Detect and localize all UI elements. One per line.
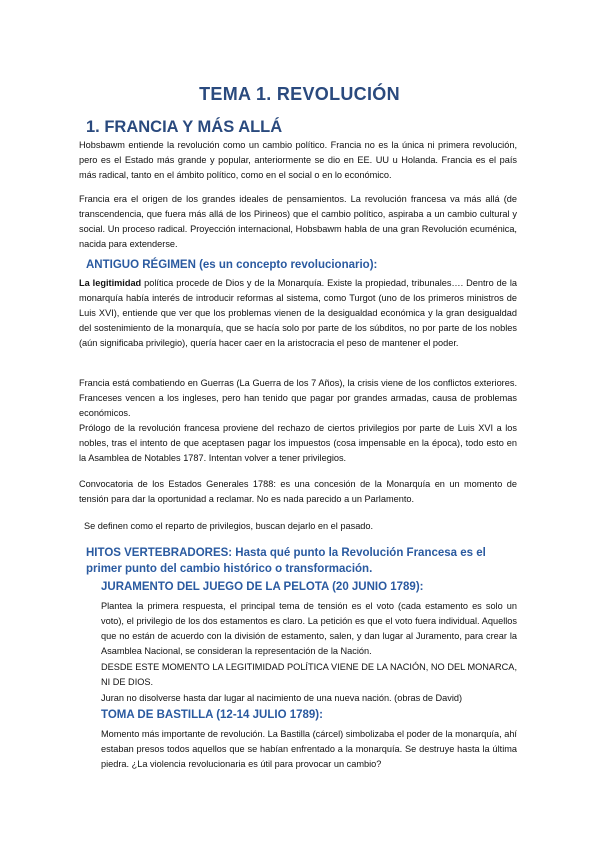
document-title: TEMA 1. REVOLUCIÓN — [199, 84, 400, 104]
heading-juramento: JURAMENTO DEL JUEGO DE LA PELOTA (20 JUNIO 1789): — [101, 581, 424, 593]
paragraph-prologo: Prólogo de la revolución francesa proviene del rechazo de ciertos privilegios por parte de Luis XVI a los nobles, tras el intento de que aceptasen pagar los impuestos (cosa impensable en la época), todo esto en la Asamblea de Notables 1787. Intentan volver a tener privilegios. — [79, 423, 517, 463]
paragraph-juramento: Plantea la primera respuesta, el principal tema de tensión es el voto (cada estamento es solo un voto), el privilegio de los dos estamentos es claro. La petición es que el voto fuera individual. Aquellos que no están de acuerdo con la división de estamento, salen, y dan lugar al Juramento, para crear la Asamblea Nacional, se consideran la representación de la Nación. — [101, 601, 517, 656]
bold-legitimidad: La legitimidad — [79, 278, 142, 288]
paragraph-guerras: Francia está combatiendo en Guerras (La Guerra de los 7 Años), la crisis viene de los conflictos exteriores. Franceses vencen a los ingleses, pero han tenido que pagar por grandes armadas, causa de problemas económicos. — [79, 378, 517, 418]
paragraph-francia-ideales: Francia era el origen de los grandes ideales de pensamientos. La revolución francesa va más allá (de transcendencia, que fuera más allá de los Pirineos) que el cambio político, aspiraba a un cambio cultural y social. Un proceso radical. Proyección internacional, Hobsbawm habla de una gran Revolución ecuménica, nacida para extenderse. — [79, 194, 517, 249]
legitimidad-text: política procede de Dios y de la Monarquía. Existe la propiedad, tribunales…. Dentro de la monarquía había interés de introducir reformas al sistema, como Turgot (uno de los primeros ministros de Luis XVI), entiende que ver que los problemas vienen de la desigualdad económica y la gran desigualdad del sostenimiento de la monarquía, que se hacía solo por parte de los súbditos, no por parte de los nobles (aún significaba privilegio), quería hacer caer en la aristocracia el peso de mantener el poder. — [79, 278, 517, 348]
section-heading-francia: 1. FRANCIA Y MÁS ALLÁ — [86, 118, 283, 136]
paragraph-reparto-privilegios: Se definen como el reparto de privilegios, buscan dejarlo en el pasado. — [84, 521, 374, 531]
paragraph-bastilla: Momento más importante de revolución. La Bastilla (cárcel) simbolizaba el poder de la monarquía, ahí estaban presos todos aquellos que se habían enfrentado a la monarquía. Se destruye hasta la última piedra. ¿La violencia revolucionaria es útil para provocar un cambio? — [101, 729, 517, 769]
paragraph-hobsbawm: Hobsbawm entiende la revolución como un cambio político. Francia no es la única ni primera revolución, pero es el Estado más grande y popular, anteriormente se dio en EE. UU u Holanda. Francia es el país más radical, tanto en el ámbito político, como en el social o en lo económico. — [79, 140, 517, 180]
paragraph-juran: Juran no disolverse hasta dar lugar al nacimiento de una nueva nación. (obras de David) — [101, 693, 463, 703]
heading-bastilla: TOMA DE BASTILLA (12-14 JULIO 1789): — [101, 709, 323, 721]
heading-antiguo-regimen: ANTIGUO RÉGIMEN (es un concepto revolucionario): — [86, 259, 378, 271]
paragraph-legitimidad-nacion: DESDE ESTE MOMENTO LA LEGITIMIDAD POLÍTICA VIENE DE LA NACIÓN, NO DEL MONARCA, NI DE DIOS. — [101, 662, 517, 687]
paragraph-legitimidad — [79, 276, 517, 351]
heading-hitos-vertebradores: HITOS VERTEBRADORES: Hasta qué punto la Revolución Francesa es el primer punto del cambio histórico o transformación. — [86, 547, 486, 575]
paragraph-estados-generales: Convocatoria de los Estados Generales 1788: es una concesión de la Monarquía en un momento de tensión para dar la oportunidad a reclamar. No es nada parecido a un Parlamento. — [79, 479, 517, 504]
